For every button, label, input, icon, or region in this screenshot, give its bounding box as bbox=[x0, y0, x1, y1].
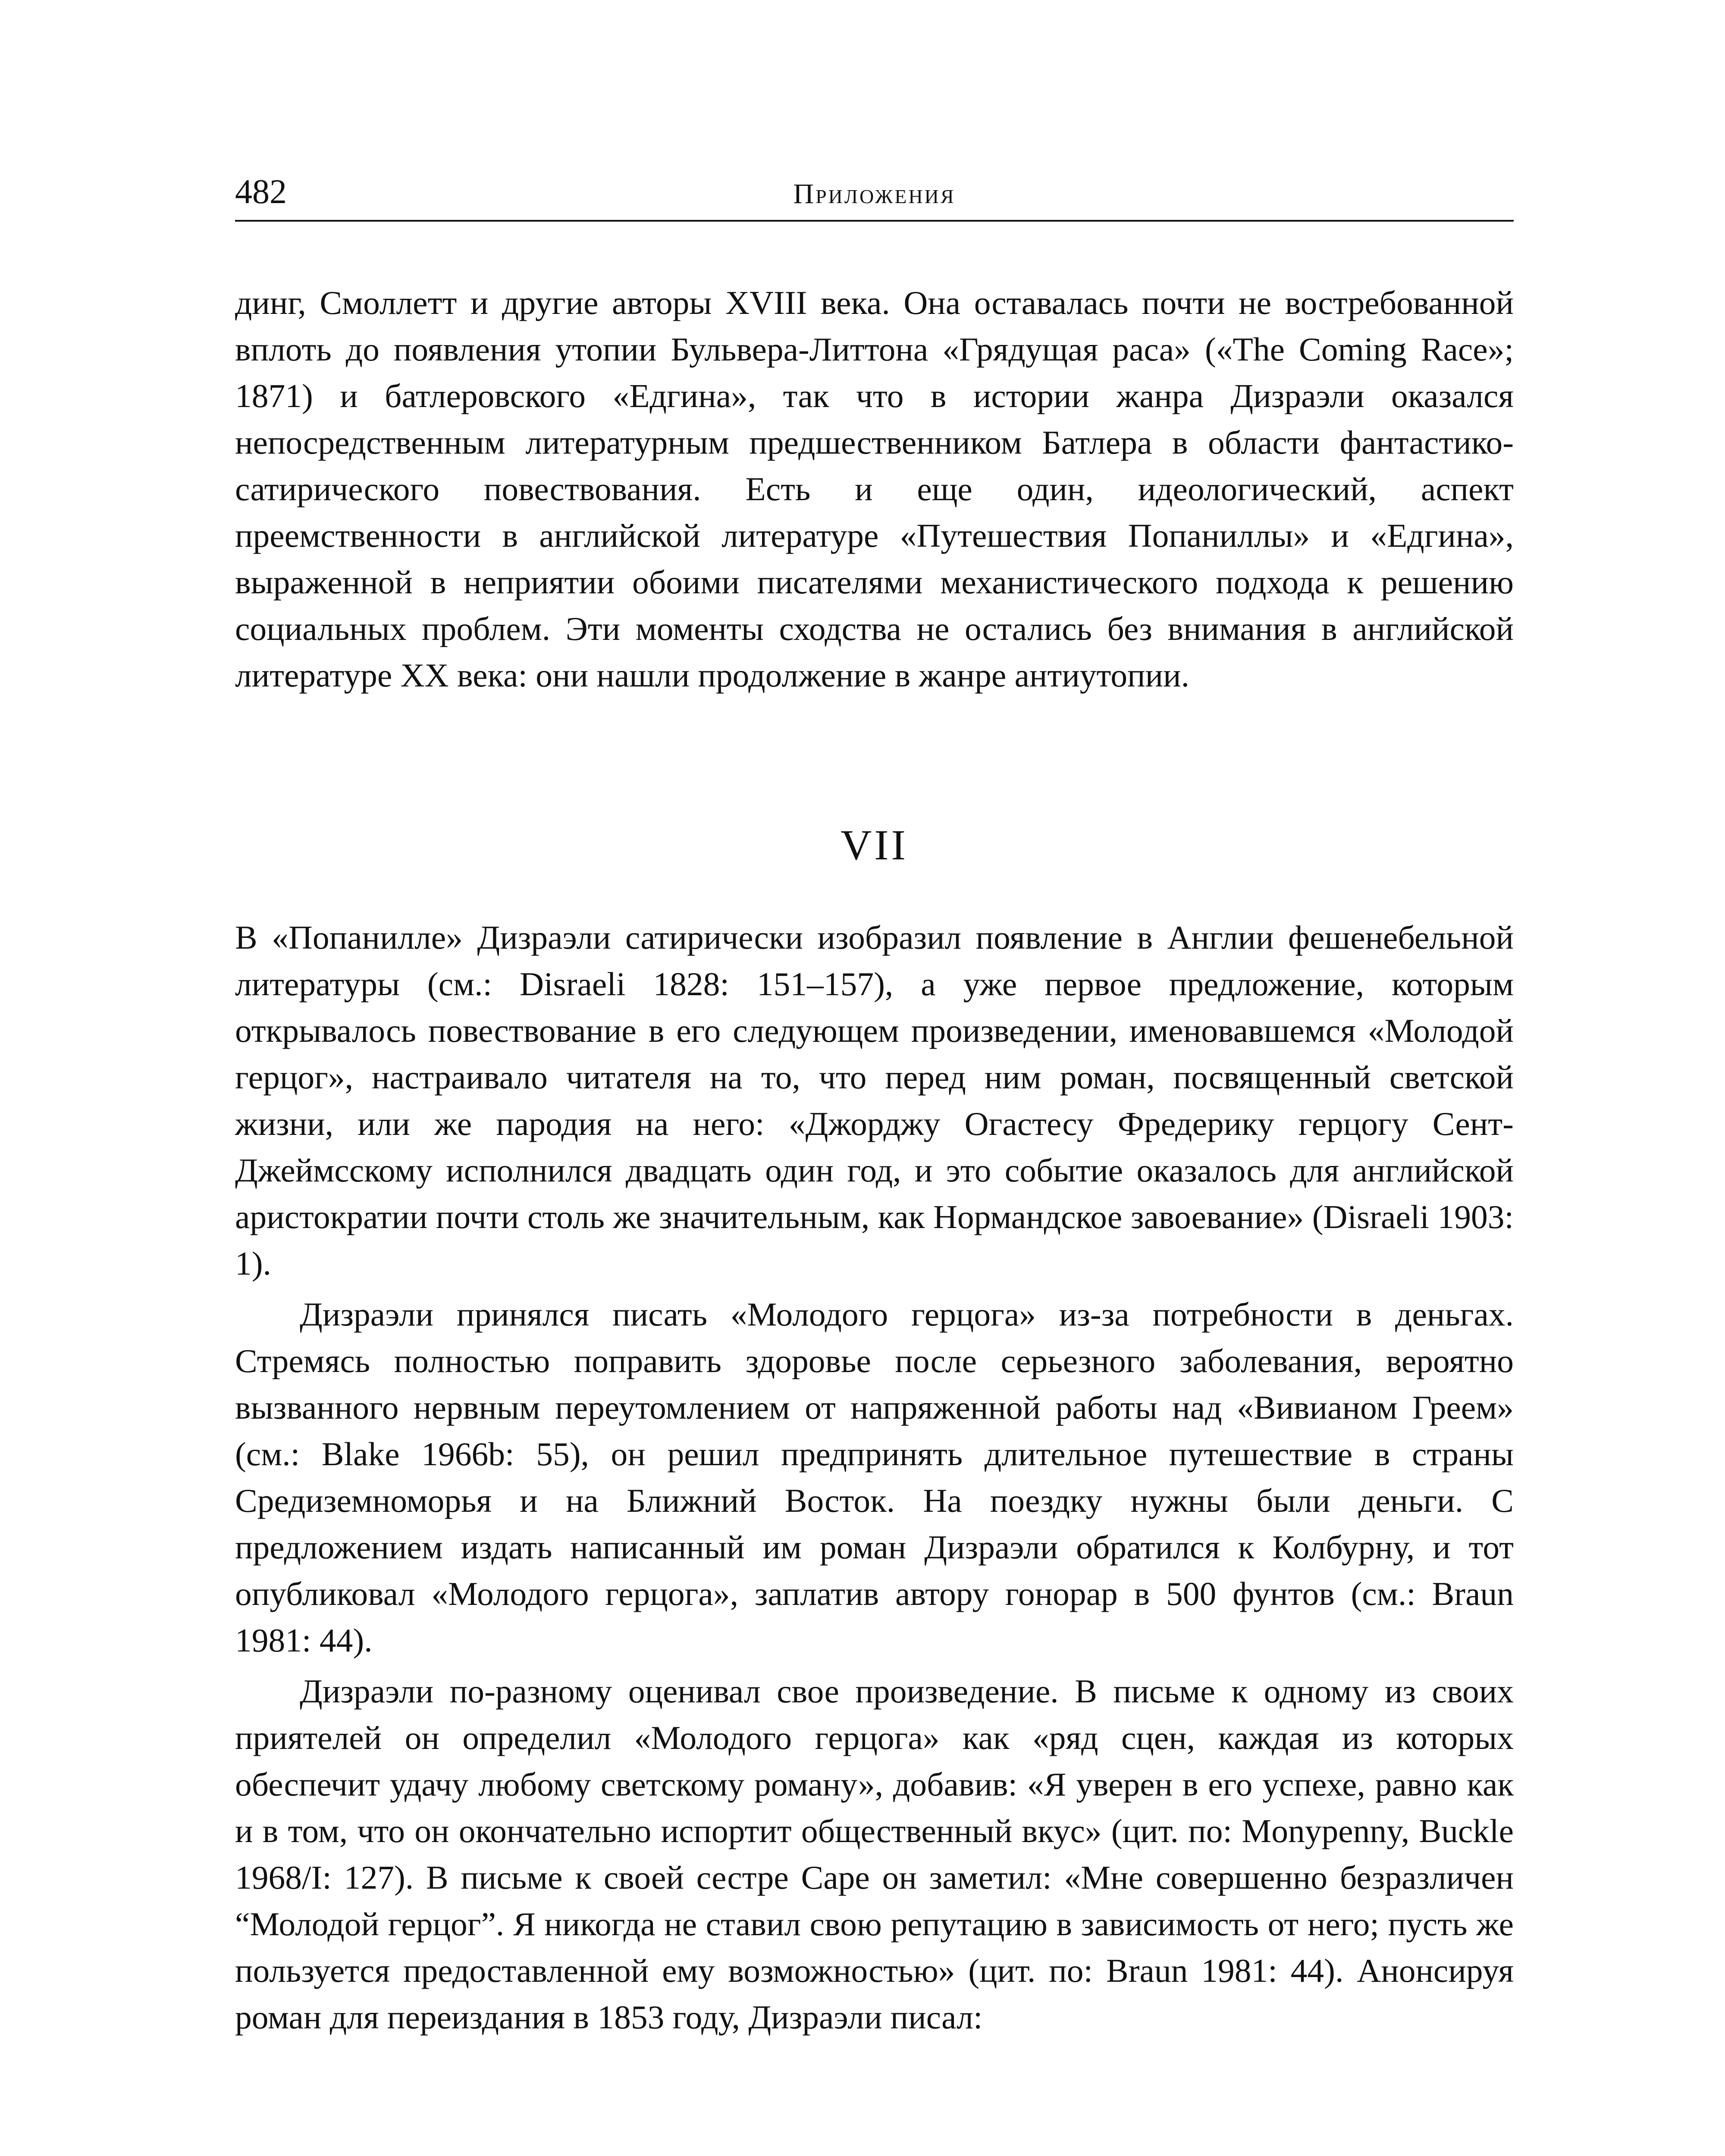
paragraph: В «Попанилле» Дизраэли сатирически изобразил появление в Англии фешенебельной литературы (см.: Disraeli 1828: 151–157), а уже первое предложение, которым открывалось повествование в его следующем произведении, именовавшемся «Молодой герцог», настраивало читателя на то, что перед ним роман, посвященный светской жизни, или же пародия на него: «Джорджу Огастесу Фредерику герцогу Сент-Джеймсскому исполнился двадцать один год, и это событие оказалось для английской аристократии почти столь же значительным, как Нормандское завоевание» (Disraeli 1903: 1). bbox=[235, 919, 1514, 1282]
running-head: Приложения bbox=[793, 178, 956, 210]
paragraph: динг, Смоллетт и другие авторы XVIII века. Она оставалась почти не востребованной вплоть до появления утопии Бульвера-Литтона «Грядущая раса» («The Coming Race»; 1871) и батлеровского «Едгина», так что в истории жанра Дизраэли оказался непосредственным литературным предшественником Батлера в области фантастико-сатирического повествования. Есть и еще один, идеологический, аспект преемственности в английской литературе «Путешествия Попаниллы» и «Едгина», выраженной в неприятии обоими писателями механистического подхода к решению социальных проблем. Эти моменты сходства не остались без внимания в английской литературе XX века: они нашли продолжение в жанре антиутопии. bbox=[235, 284, 1514, 694]
paragraph-gap bbox=[235, 1664, 1514, 1668]
text-block-top bbox=[235, 279, 1514, 699]
section-heading: VII bbox=[841, 821, 908, 869]
page-header bbox=[235, 170, 1514, 222]
paragraph: Дизраэли по-разному оценивал свое произведение. В письме к одному из своих приятелей он определил «Молодого герцога» как «ряд сцен, каждая из которых обеспечит удачу любому светскому роману», добавив: «Я уверен в его успехе, равно как и в том, что он окончательно испортит общественный вкус» (цит. по: Monypenny, Buckle 1968/I: 127). В письме к своей сестре Саре он заметил: «Мне совершенно безразличен “Молодой герцог”. Я никогда не ставил свою репутацию в зависимость от него; пусть же пользуется предоставленной ему возможностью» (цит. по: Braun 1981: 44). Анонсируя роман для переиздания в 1853 году, Дизраэли писал: bbox=[235, 1673, 1514, 2036]
page-number: 482 bbox=[235, 173, 287, 211]
paragraph: Дизраэли принялся писать «Молодого герцога» из-за потребности в деньгах. Стремясь полностью поправить здоровье после серьезного заболевания, вероятно вызванного нервным переутомлением от напряженной работы над «Вивианом Греем» (см.: Blake 1966b: 55), он решил предпринять длительное путешествие в страны Средиземноморья и на Ближний Восток. На поездку нужны были деньги. С предложением издать написанный им роман Дизраэли обратился к Колбурну, и тот опубликовал «Молодого герцога», заплатив автору гонорар в 500 фунтов (см.: Braun 1981: 44). bbox=[235, 1296, 1514, 1659]
text-block-bottom bbox=[235, 914, 1514, 2040]
paragraph-gap bbox=[235, 1287, 1514, 1291]
